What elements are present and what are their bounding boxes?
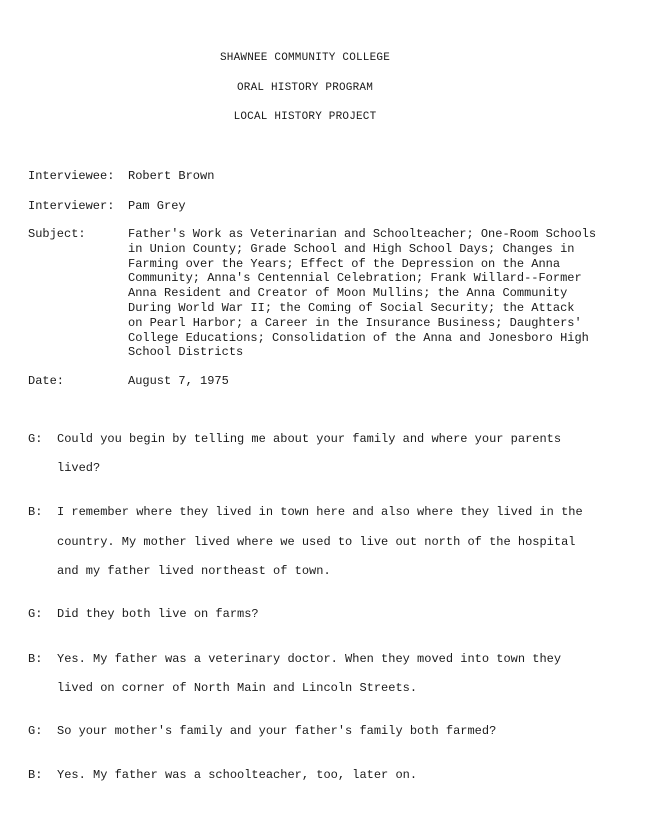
speaker-label: B: xyxy=(28,505,43,519)
transcript-line: Yes. My father was a schoolteacher, too, later on. xyxy=(57,768,418,782)
transcript-line: and my father lived northeast of town. xyxy=(57,564,331,578)
subject-line: Anna Resident and Creator of Moon Mullins; the Anna Community xyxy=(128,286,568,301)
subject-line: Farming over the Years; Effect of the Depression on the Anna xyxy=(128,256,561,271)
transcript-line: Did they both live on farms? xyxy=(57,607,259,621)
transcript-line: Could you begin by telling me about your family and where your parents xyxy=(57,432,562,446)
subject-label: Subject: xyxy=(28,227,86,241)
subject-line: During World War II; the Coming of Social Security; the Attack xyxy=(128,300,575,315)
interview-date: August 7, 1975 xyxy=(128,374,229,388)
project-name: LOCAL HISTORY PROJECT xyxy=(233,111,377,123)
transcript-line: So your mother's family and your father's family both farmed? xyxy=(57,724,497,738)
subject-line: School Districts xyxy=(128,345,244,360)
transcript-line: Yes. My father was a veterinary doctor. When they moved into town they xyxy=(57,652,562,666)
transcript-line: lived? xyxy=(57,461,101,475)
transcript-line: lived on corner of North Main and Lincoln Streets. xyxy=(57,681,418,695)
speaker-label: G: xyxy=(28,607,43,621)
interviewer-label: Interviewer: xyxy=(28,199,115,213)
subject-line: Father's Work as Veterinarian and Schoolteacher; One-Room Schools xyxy=(128,227,597,241)
subject-line: Community; Anna's Centennial Celebration; Frank Willard--Former xyxy=(128,271,582,286)
interviewee-name: Robert Brown xyxy=(128,169,215,183)
subject-line: on Pearl Harbor; a Career in the Insurance Business; Daughters' xyxy=(128,315,582,330)
interviewee-label: Interviewee: xyxy=(28,169,115,183)
speaker-label: G: xyxy=(28,724,43,738)
speaker-label: B: xyxy=(28,652,43,666)
speaker-label: B: xyxy=(28,768,43,782)
transcript-line: I remember where they lived in town here and also where they lived in the xyxy=(57,505,583,519)
transcript-line: country. My mother lived where we used to live out north of the hospital xyxy=(57,535,576,549)
date-label: Date: xyxy=(28,374,65,388)
college-name: SHAWNEE COMMUNITY COLLEGE xyxy=(219,52,391,64)
speaker-label: G: xyxy=(28,432,43,446)
subject-line: in Union County; Grade School and High School Days; Changes in xyxy=(128,241,575,256)
interviewer-name: Pam Grey xyxy=(128,199,186,213)
subject-line: College Educations; Consolidation of the Anna and Jonesboro High xyxy=(128,330,589,345)
subject-text xyxy=(128,227,618,360)
program-name: ORAL HISTORY PROGRAM xyxy=(236,82,374,94)
